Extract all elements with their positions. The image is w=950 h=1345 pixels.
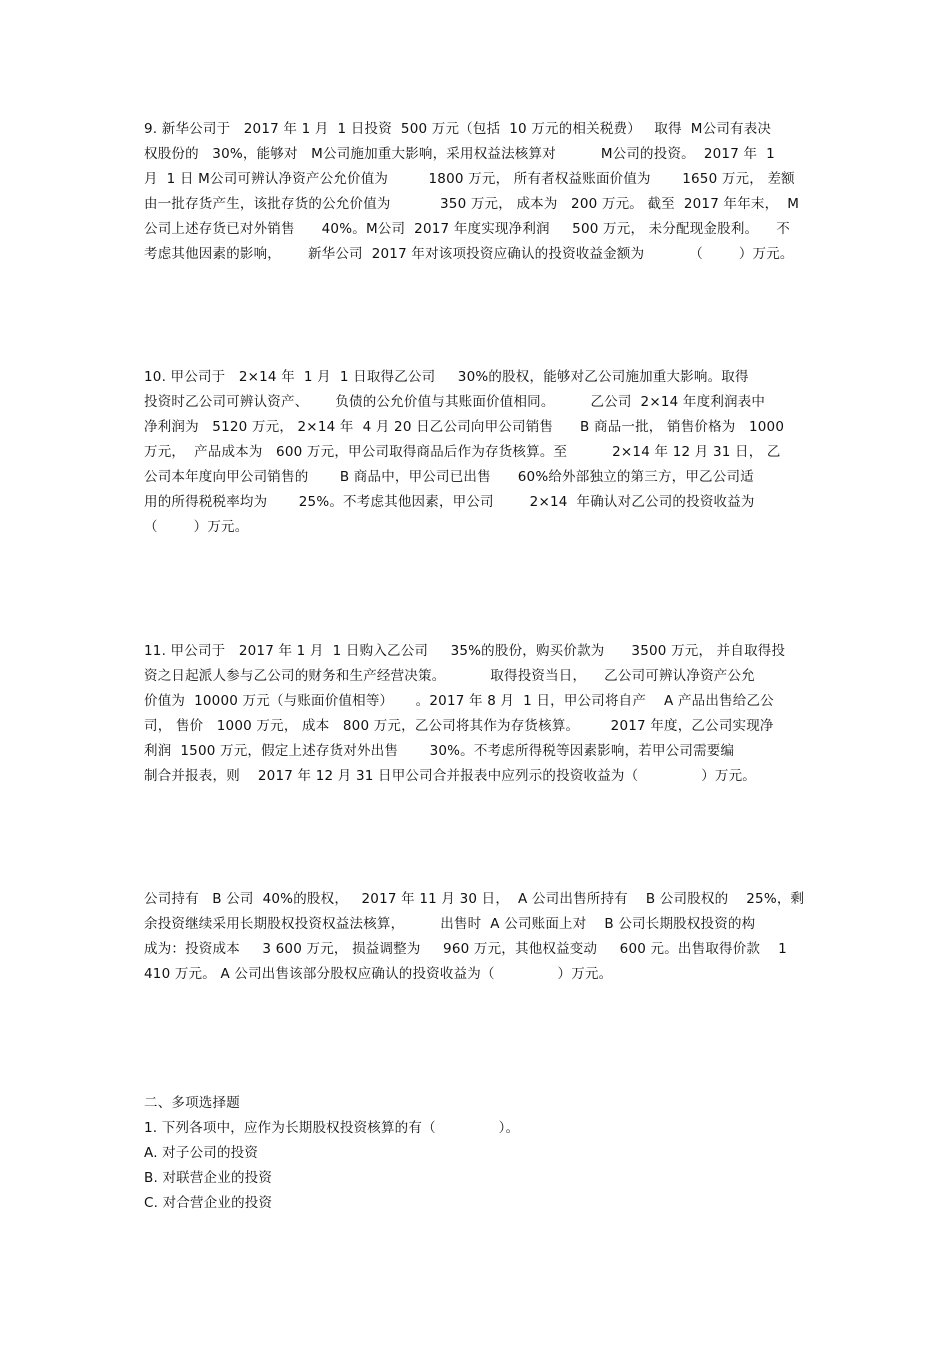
section-multiple-choice — [144, 1091, 816, 1216]
question-10-line: 净利润为 5120 万元， 2×14 年 4 月 20 日乙公司向甲公司销售 B 商品一批， 销售价格为 1000 — [144, 419, 785, 435]
question-9-line: 公司上述存货已对外销售 40%。M公司 2017 年度实现净利润 500 万元， 未分配现金股利。 不 — [144, 221, 790, 237]
question-10-line: 万元， 产品成本为 600 万元，甲公司取得商品后作为存货核算。至 2×14 年 12 月 31 日， 乙 — [144, 444, 781, 460]
question-10-line: 用的所得税税率均为 25%。不考虑其他因素，甲公司 2×14 年确认对乙公司的投资收益为 — [144, 494, 755, 510]
question-11-line: 价值为 10000 万元（与账面价值相等） 。2017 年 8 月 1 日，甲公司将自产 A 产品出售给乙公 — [144, 693, 774, 709]
multi-question-1: 1. 下列各项中，应作为长期股权投资核算的有（ ）。 — [144, 1120, 520, 1136]
question-11-line: 制合并报表，则 2017 年 12 月 31 日甲公司合并报表中应列示的投资收益为（ ）万元。 — [144, 768, 757, 784]
question-10 — [144, 365, 816, 540]
question-11-line: 资之日起派人参与乙公司的财务和生产经营决策。 取得投资当日， 乙公司可辨认净资产公允 — [144, 668, 755, 684]
option-b: B. 对联营企业的投资 — [144, 1170, 273, 1186]
question-9 — [144, 117, 816, 267]
section-heading: 二、多项选择题 — [144, 1095, 240, 1111]
question-11-line: 利润 1500 万元，假定上述存货对外出售 30%。不考虑所得税等因素影响，若甲公司需要编 — [144, 743, 735, 759]
question-9-line: 9. 新华公司于 2017 年 1 月 1 日投资 500 万元（包括 10 万元的相关税费） 取得 M公司有表决 — [144, 121, 772, 137]
question-10-line: 公司本年度向甲公司销售的 B 商品中，甲公司已出售 60%给外部独立的第三方，甲乙公司适 — [144, 469, 754, 485]
question-11-line: 司， 售价 1000 万元， 成本 800 万元，乙公司将其作为存货核算。 2017 年度，乙公司实现净 — [144, 718, 774, 734]
question-11-line: 11. 甲公司于 2017 年 1 月 1 日购入乙公司 35%的股份，购买价款为 3500 万元， 并自取得投 — [144, 643, 786, 659]
question-12-line: 公司持有 B 公司 40%的股权， 2017 年 11 月 30 日， A 公司出售所持有 B 公司股权的 25%，剩 — [144, 891, 805, 907]
question-10-line: （ ）万元。 — [144, 519, 249, 535]
question-12-line: 成为：投资成本 3 600 万元， 损益调整为 960 万元，其他权益变动 600 元。出售取得价款 1 — [144, 941, 787, 957]
question-9-line: 考虑其他因素的影响， 新华公司 2017 年对该项投资应确认的投资收益金额为 （ ）万元。 — [144, 246, 794, 262]
question-12-line: 410 万元。 A 公司出售该部分股权应确认的投资收益为（ ）万元。 — [144, 966, 613, 982]
question-12-fragment — [144, 887, 816, 987]
question-9-line: 权股份的 30%，能够对 M公司施加重大影响，采用权益法核算对 M公司的投资。 2017 年 1 — [144, 146, 775, 162]
question-10-line: 10. 甲公司于 2×14 年 1 月 1 日取得乙公司 30%的股权，能够对乙公司施加重大影响。取得 — [144, 369, 749, 385]
question-10-line: 投资时乙公司可辨认资产、 负债的公允价值与其账面价值相同。 乙公司 2×14 年度利润表中 — [144, 394, 766, 410]
question-9-line: 月 1 日 M公司可辨认净资产公允价值为 1800 万元， 所有者权益账面价值为 1650 万元， 差额 — [144, 171, 795, 187]
option-a: A. 对子公司的投资 — [144, 1145, 259, 1161]
question-9-line: 由一批存货产生，该批存货的公允价值为 350 万元， 成本为 200 万元。 截至 2017 年年末， M — [144, 196, 800, 212]
option-c: C. 对合营企业的投资 — [144, 1195, 273, 1211]
question-12-line: 余投资继续采用长期股权投资权益法核算， 出售时 A 公司账面上对 B 公司长期股权投资的构 — [144, 916, 756, 932]
question-11 — [144, 639, 816, 789]
